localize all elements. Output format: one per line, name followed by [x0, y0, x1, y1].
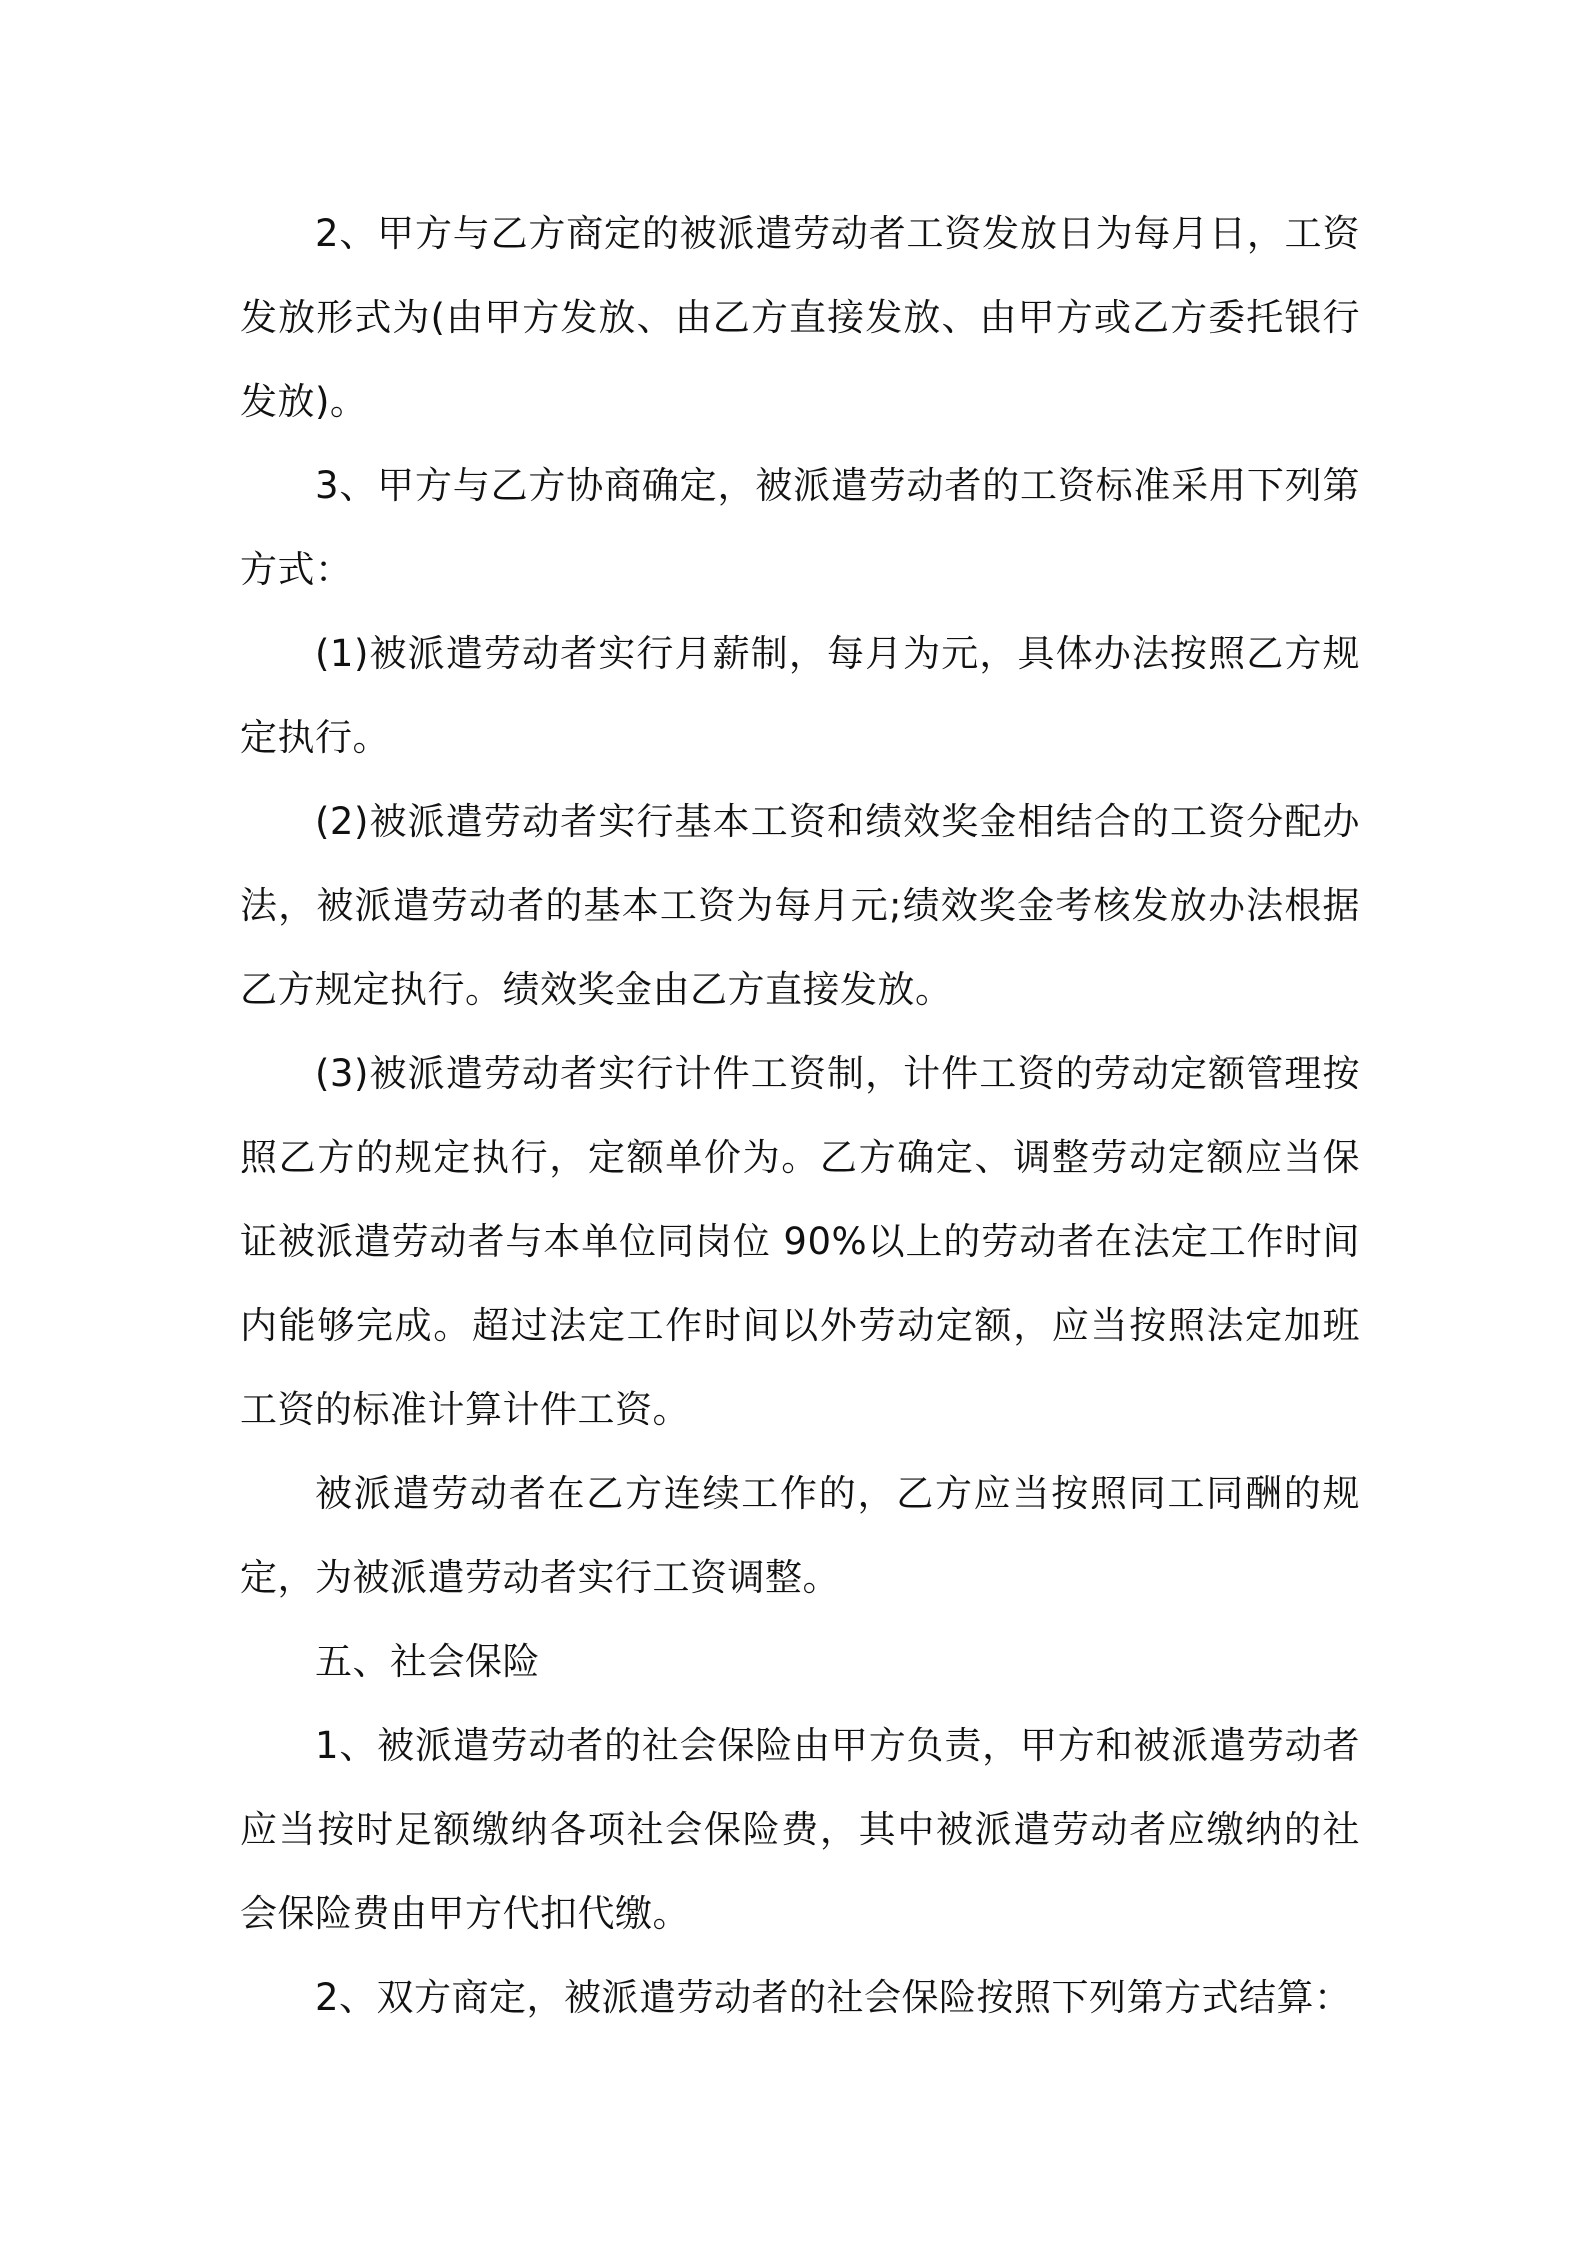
- paragraph-wage-standard: 3、甲方与乙方协商确定，被派遣劳动者的工资标准采用下列第方式：: [240, 464, 1360, 591]
- paragraph-wage-payment-date: 2、甲方与乙方商定的被派遣劳动者工资发放日为每月日，工资发放形式为(由甲方发放、由乙方直接发放、由甲方或乙方委托银行发放)。: [240, 212, 1360, 423]
- paragraph-insurance-settlement: 2、双方商定，被派遣劳动者的社会保险按照下列第方式结算：: [315, 1976, 1352, 2019]
- paragraph-piece-rate: (3)被派遣劳动者实行计件工资制，计件工资的劳动定额管理按照乙方的规定执行，定额单价为。乙方确定、调整劳动定额应当保证被派遣劳动者与本单位同岗位 90%以上的劳动者在法定工作时间内能够完成。超过法定工作时间以外劳动定额，应当按照法定加班工资的标准计算计件工资。: [240, 1052, 1360, 1431]
- paragraph-base-plus-bonus: (2)被派遣劳动者实行基本工资和绩效奖金相结合的工资分配办法，被派遣劳动者的基本工资为每月元;绩效奖金考核发放办法根据乙方规定执行。绩效奖金由乙方直接发放。: [240, 800, 1360, 1011]
- document-body: [240, 192, 1360, 2040]
- paragraph-monthly-salary: (1)被派遣劳动者实行月薪制，每月为元，具体办法按照乙方规定执行。: [240, 632, 1360, 759]
- paragraph-equal-pay: 被派遣劳动者在乙方连续工作的，乙方应当按照同工同酬的规定，为被派遣劳动者实行工资调整。: [240, 1472, 1360, 1599]
- section-heading-social-insurance: 五、社会保险: [315, 1640, 540, 1683]
- paragraph-insurance-responsibility: 1、被派遣劳动者的社会保险由甲方负责，甲方和被派遣劳动者应当按时足额缴纳各项社会保险费，其中被派遣劳动者应缴纳的社会保险费由甲方代扣代缴。: [240, 1724, 1360, 1935]
